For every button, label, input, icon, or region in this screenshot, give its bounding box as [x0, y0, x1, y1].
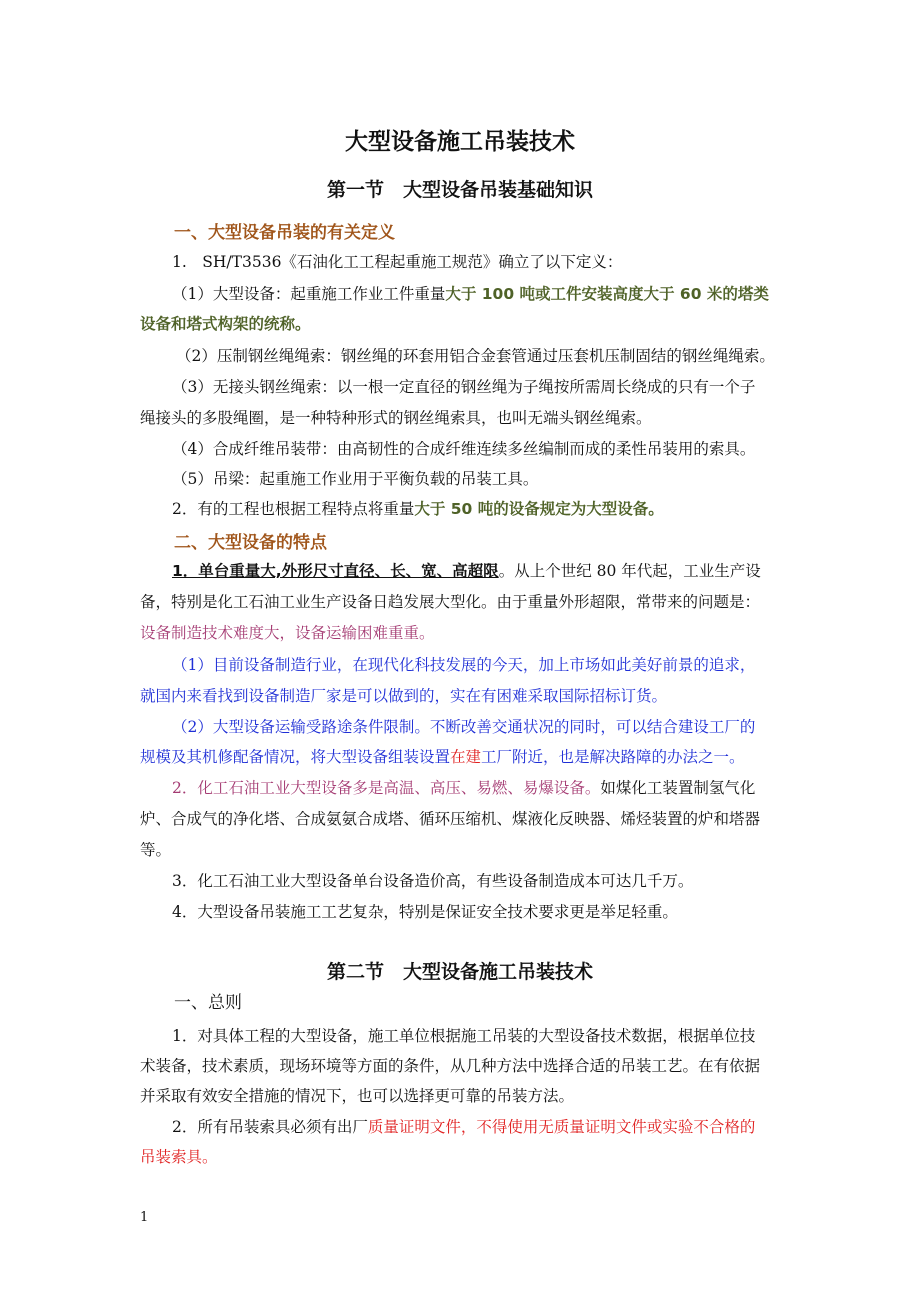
paragraph	[140, 746, 790, 768]
red-text: 质量证明文件，不得使用无质量证明文件或实验不合格的	[367, 1118, 756, 1136]
paragraph: 术装备，技术素质，现场环境等方面的条件，从几种方法中选择合适的吊装工艺。在有依据	[140, 1057, 761, 1075]
paragraph	[172, 498, 822, 520]
paragraph: （2）压制钢丝绳绳索：钢丝绳的环套用铝合金套管通过压套机压制固结的钢丝绳绳索。	[176, 347, 775, 365]
highlight-text: 设备制造技术难度大，设备运输困难重重。	[140, 624, 435, 642]
subsection-general: 一、总则	[174, 993, 242, 1013]
red-text: 吊装索具。	[140, 1148, 218, 1166]
text-run: 。从上个世纪 80 年代起，工业生产设	[498, 562, 761, 580]
highlight-text: 2．化工石油工业大型设备多是高温、高压、易燃、易爆设备。	[172, 779, 601, 797]
highlight-text: 设备和塔式构架的统称。	[140, 315, 311, 333]
subsection-definitions: 一、大型设备吊装的有关定义	[174, 223, 395, 243]
paragraph: 1．对具体工程的大型设备，施工单位根据施工吊装的大型设备技术数据，根据单位技	[172, 1027, 756, 1045]
text-run: 规模及其机修配备情况，将大型设备组装设置	[140, 748, 451, 766]
paragraph: 1. SH/T3536《石油化工工程起重施工规范》确立了以下定义：	[172, 253, 623, 271]
paragraph: 炉、合成气的净化塔、合成氨氨合成塔、循环压缩机、煤液化反映器、烯烃装置的炉和塔器	[140, 810, 761, 828]
paragraph: 3．化工石油工业大型设备单台设备造价高，有些设备制造成本可达几千万。	[172, 872, 694, 890]
paragraph: （3）无接头钢丝绳索：以一根一定直径的钢丝绳为子绳按所需周长绕成的只有一个子	[172, 378, 756, 396]
highlight-text: 大于 50 吨的设备规定为大型设备。	[414, 500, 664, 518]
paragraph	[172, 1116, 822, 1138]
red-text: 在建	[450, 748, 482, 766]
paragraph: 并采取有效安全措施的情况下，也可以选择更可靠的吊装方法。	[140, 1087, 575, 1105]
paragraph: 等。	[140, 841, 172, 859]
paragraph: 备，特别是化工石油工业生产设备日趋发展大型化。由于重量外形超限，常带来的问题是：	[140, 593, 761, 611]
paragraph: 绳接头的多股绳圈，是一种特种形式的钢丝绳索具，也叫无端头钢丝绳索。	[140, 409, 652, 427]
text-run: （1）大型设备：起重施工作业工件重量	[172, 285, 446, 303]
section-2-heading: 第二节 大型设备施工吊装技术	[326, 961, 593, 983]
blue-text: 就国内来看找到设备制造厂家是可以做到的，实在有困难采取国际招标订货。	[140, 687, 668, 705]
subsection-characteristics: 二、大型设备的特点	[174, 533, 327, 553]
highlight-text: 大于 100 吨或工件安装高度大于 60 米的塔类	[445, 285, 769, 303]
section-1-heading: 第一节 大型设备吊装基础知识	[326, 179, 593, 201]
document-title: 大型设备施工吊装技术	[345, 129, 575, 155]
text-run: 如煤化工装置制氢气化	[600, 779, 756, 797]
paragraph: （4）合成纤维吊装带：由高韧性的合成纤维连续多丝编制而成的柔性吊装用的索具。	[172, 440, 756, 458]
paragraph	[172, 283, 822, 305]
page-number: 1	[140, 1210, 149, 1225]
paragraph: 4．大型设备吊装施工工艺复杂，特别是保证安全技术要求更是举足轻重。	[172, 903, 678, 921]
text-run: 工厂附近，也是解决路障的办法之一。	[481, 748, 745, 766]
blue-text: （1）目前设备制造行业，在现代化科技发展的今天，加上市场如此美好前景的追求，	[172, 656, 756, 674]
paragraph: （5）吊梁：起重施工作业用于平衡负载的吊装工具。	[172, 470, 539, 488]
underlined-text: 1．单台重量大,外形尺寸直径、长、宽、高超限	[172, 562, 499, 580]
paragraph	[172, 777, 822, 799]
text-run: 2．有的工程也根据工程特点将重量	[172, 500, 415, 518]
text-run: 2．所有吊装索具必须有出厂	[172, 1118, 368, 1136]
paragraph	[172, 560, 822, 582]
blue-text: （2）大型设备运输受路途条件限制。不断改善交通状况的同时，可以结合建设工厂的	[172, 718, 756, 736]
